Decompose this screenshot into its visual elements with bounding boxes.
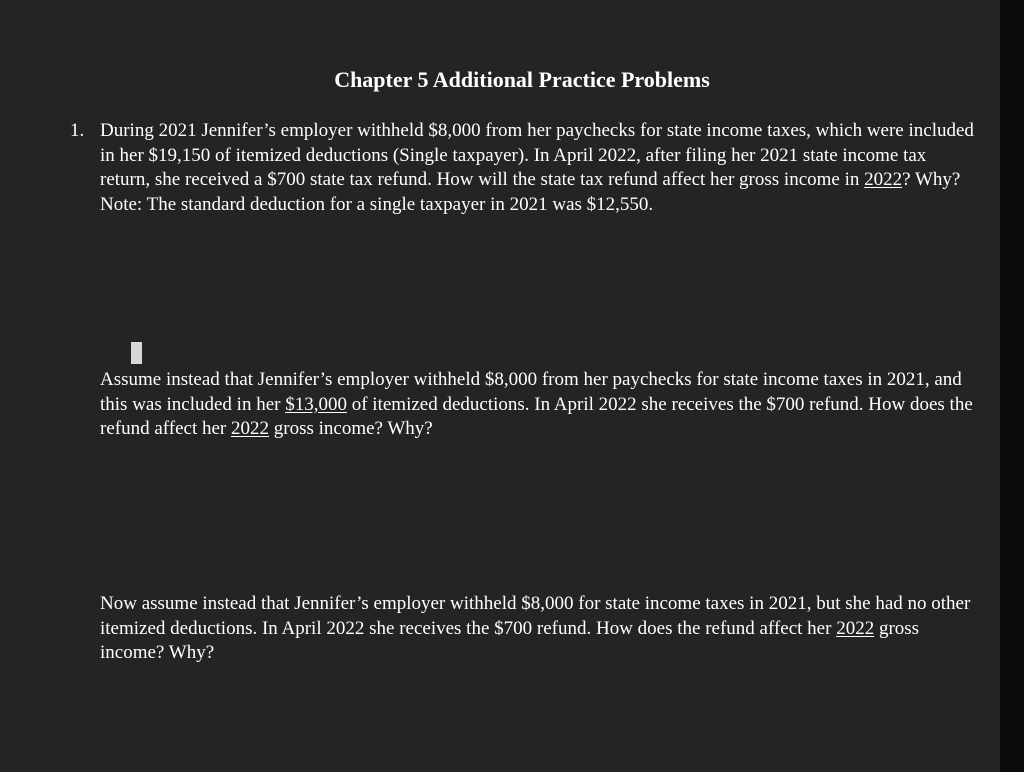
- paragraph-3-text-b: gross income? Why?: [100, 617, 920, 664]
- paragraph-2-underlined-amount: $13,000: [285, 393, 347, 415]
- paragraph-1-text-a: During 2021 Jennifer’s employer withheld $8,000 from her paychecks for state income taxes, which were included in her $19,150 of itemized deductions (Single taxpayer). In April 2022, after filing her 2021 state income tax return, she received a $700 state tax refund. How will the state tax refund affect her gross income in: [100, 120, 974, 191]
- window-right-edge: [1000, 0, 1024, 772]
- paragraph-2-underlined-year: 2022: [231, 418, 269, 440]
- paragraph-2-text-a: Assume instead that Jennifer’s employer withheld $8,000 from her paychecks for state income taxes in 2021, and this was included in her: [100, 369, 962, 415]
- problem-paragraph-1: [100, 119, 980, 217]
- paragraph-2-text-b: of itemized deductions. In April 2022 she receives the $700 refund. How does the refund affect her: [100, 393, 973, 440]
- problem-paragraph-3: [100, 592, 980, 666]
- paragraph-1-underlined-year: 2022: [864, 169, 903, 191]
- page-title: Chapter 5 Additional Practice Problems: [334, 67, 710, 92]
- paragraph-3-text-a: Now assume instead that Jennifer’s employer withheld $8,000 for state income taxes in 2021, but she had no other itemized deductions. In April 2022 she receives the $700 refund. How does the refund affect her: [100, 593, 971, 639]
- problem-number: 1.: [70, 120, 85, 141]
- paragraph-1-text-b: ? Why? Note: The standard deduction for a single taxpayer in 2021 was $12,550.: [100, 169, 961, 215]
- paragraph-3-underlined-year: 2022: [836, 617, 875, 639]
- problem-paragraph-2: [100, 368, 980, 442]
- text-cursor: [131, 342, 142, 364]
- paragraph-2-text-c: gross income? Why?: [269, 418, 433, 440]
